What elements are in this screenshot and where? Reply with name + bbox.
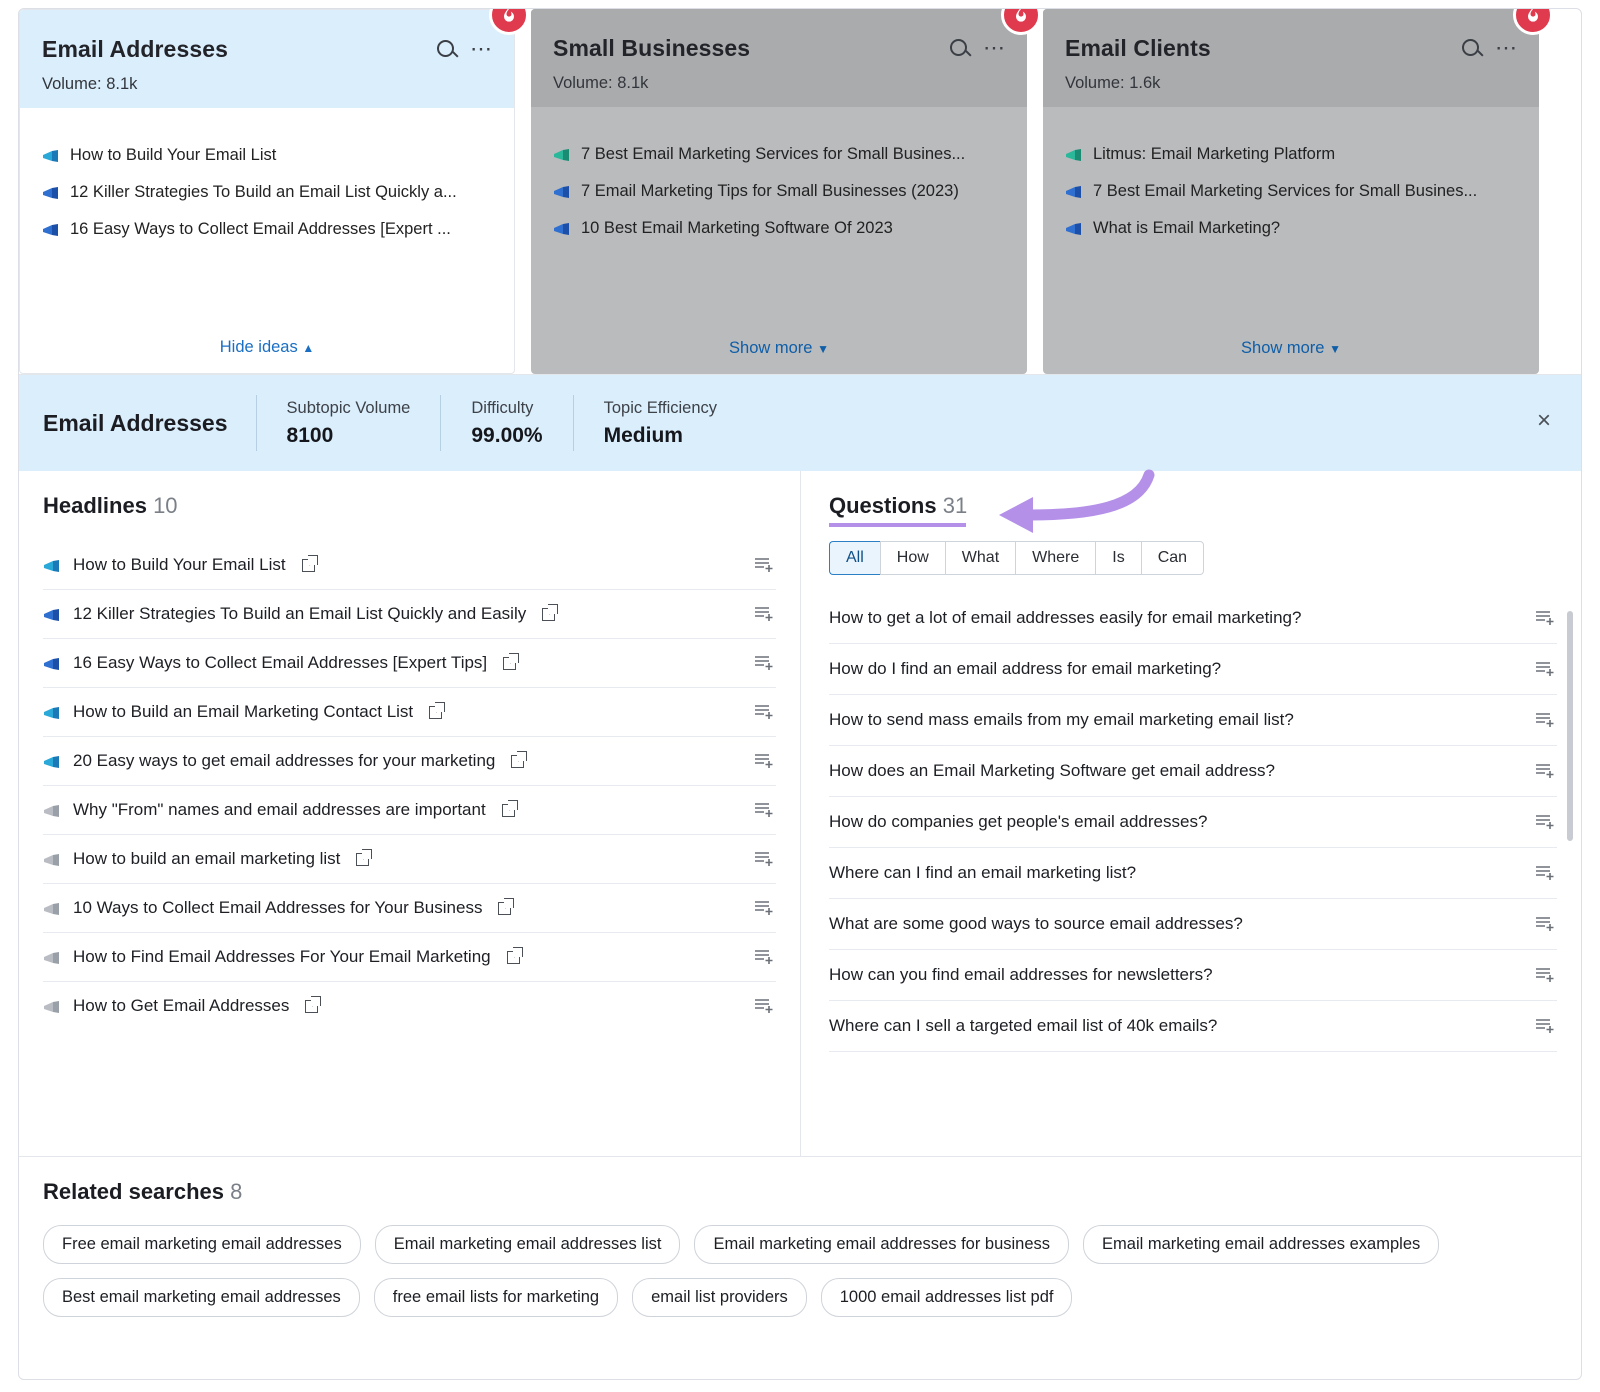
table-row[interactable] — [829, 797, 1557, 848]
metric-label: Subtopic Volume — [286, 398, 411, 417]
list-item[interactable] — [553, 145, 1005, 164]
megaphone-icon — [43, 804, 61, 819]
card-header — [1043, 9, 1539, 107]
table-row[interactable] — [829, 1001, 1557, 1052]
list-item-label: 10 Best Email Marketing Software Of 2023 — [581, 219, 893, 237]
related-search-chip[interactable]: Email marketing email addresses list — [375, 1225, 681, 1264]
table-row[interactable] — [43, 835, 776, 884]
add-to-list-icon[interactable] — [754, 605, 776, 623]
filter-all[interactable]: All — [829, 541, 880, 575]
add-to-list-icon[interactable] — [1535, 864, 1557, 882]
megaphone-icon — [553, 185, 571, 200]
show-more-button[interactable] — [1043, 339, 1539, 374]
card-title: Small Businesses — [553, 35, 751, 61]
related-searches-heading — [43, 1179, 1557, 1205]
related-search-chip[interactable]: Best email marketing email addresses — [43, 1278, 360, 1317]
related-search-chip[interactable]: Email marketing email addresses for business — [694, 1225, 1069, 1264]
question-label: How do I find an email address for email marketing? — [829, 659, 1222, 678]
headline-label: How to Build Your Email List — [73, 555, 286, 574]
list-item[interactable] — [1065, 145, 1517, 164]
add-to-list-icon[interactable] — [754, 703, 776, 721]
metric-value: Medium — [603, 423, 683, 447]
card-ideas-list — [20, 108, 514, 338]
card-ideas-list — [531, 107, 1027, 339]
megaphone-icon — [42, 186, 60, 201]
metric-subtopic-volume — [256, 395, 441, 451]
list-item-label: 7 Best Email Marketing Services for Small Busines... — [1093, 182, 1478, 200]
external-link-icon[interactable] — [503, 657, 516, 670]
question-label: How to get a lot of email addresses easily for email marketing? — [829, 608, 1302, 627]
topic-card-small-businesses[interactable] — [531, 9, 1027, 374]
metric-value: 99.00% — [471, 423, 543, 447]
question-label: How do companies get people's email addresses? — [829, 812, 1208, 831]
external-link-icon[interactable] — [507, 951, 520, 964]
external-link-icon[interactable] — [511, 755, 524, 768]
list-item-label: 7 Best Email Marketing Services for Small Busines... — [581, 145, 966, 163]
related-search-chip[interactable]: Free email marketing email addresses — [43, 1225, 361, 1264]
table-row[interactable] — [43, 884, 776, 933]
page-title: Email Addresses — [43, 409, 228, 436]
show-more-label: Show more — [729, 339, 813, 357]
annotation-arrow — [971, 465, 1171, 535]
questions-scrollbar-thumb[interactable] — [1567, 611, 1573, 841]
questions-heading — [829, 493, 1557, 519]
megaphone-icon — [43, 657, 61, 672]
megaphone-icon — [43, 1000, 61, 1015]
headline-label: How to Build an Email Marketing Contact List — [73, 702, 414, 721]
table-row[interactable] — [43, 737, 776, 786]
related-searches-section — [19, 1156, 1581, 1317]
headline-label: 12 Killer Strategies To Build an Email List Quickly and Easily — [73, 604, 527, 623]
list-item[interactable] — [42, 220, 492, 239]
table-row[interactable] — [43, 982, 776, 1030]
headlines-heading — [43, 493, 776, 519]
list-item-label: Litmus: Email Marketing Platform — [1093, 145, 1336, 163]
table-row[interactable] — [829, 644, 1557, 695]
card-header — [20, 10, 514, 108]
add-to-list-icon[interactable] — [754, 556, 776, 574]
megaphone-icon — [42, 149, 60, 164]
table-row[interactable] — [43, 590, 776, 639]
panel-header — [19, 375, 1581, 471]
table-row[interactable] — [43, 786, 776, 835]
list-item[interactable] — [1065, 219, 1517, 238]
megaphone-icon — [1065, 148, 1083, 163]
megaphone-icon — [43, 755, 61, 770]
related-search-chip[interactable]: 1000 email addresses list pdf — [821, 1278, 1073, 1317]
metric-topic-efficiency — [573, 395, 747, 451]
headline-label: How to Get Email Addresses — [73, 996, 290, 1015]
related-search-chip[interactable]: free email lists for marketing — [374, 1278, 618, 1317]
table-row[interactable] — [43, 688, 776, 737]
list-item[interactable] — [42, 146, 492, 165]
metric-label: Topic Efficiency — [603, 398, 718, 417]
serp-topic-research-page — [18, 8, 1582, 1380]
filter-where[interactable]: Where — [1015, 541, 1095, 575]
headlines-heading-label: Headlines — [43, 493, 147, 518]
add-to-list-icon[interactable] — [754, 752, 776, 770]
more-options-icon[interactable]: ⋯ — [983, 34, 1007, 60]
question-label: What are some good ways to source email addresses? — [829, 914, 1243, 933]
card-actions — [1462, 34, 1519, 60]
table-row[interactable] — [43, 639, 776, 688]
megaphone-icon — [43, 951, 61, 966]
hide-ideas-label: Hide ideas — [219, 338, 298, 356]
list-item-label: How to Build Your Email List — [70, 146, 277, 164]
question-label: How to send mass emails from my email marketing email list? — [829, 710, 1294, 729]
table-row[interactable] — [829, 950, 1557, 1001]
show-more-label: Show more — [1241, 339, 1325, 357]
card-volume: Volume: 8.1k — [553, 74, 649, 92]
more-options-icon[interactable]: ⋯ — [470, 35, 494, 61]
list-item[interactable] — [553, 219, 1005, 238]
related-searches-label: Related searches — [43, 1179, 224, 1204]
metric-label: Difficulty — [471, 398, 534, 417]
list-item-label: 12 Killer Strategies To Build an Email List Quickly a... — [70, 183, 457, 201]
question-label: Where can I find an email marketing list? — [829, 863, 1137, 882]
table-row[interactable] — [43, 933, 776, 982]
filter-can[interactable]: Can — [1141, 541, 1204, 575]
add-to-list-icon[interactable] — [1535, 966, 1557, 984]
headline-label: 20 Easy ways to get email addresses for your marketing — [73, 751, 496, 770]
megaphone-icon — [43, 853, 61, 868]
show-more-button[interactable] — [531, 339, 1027, 374]
topic-cards-row — [19, 9, 1581, 374]
annotation-underline — [829, 523, 966, 527]
filter-is[interactable]: Is — [1095, 541, 1140, 575]
topic-card-email-addresses[interactable] — [19, 9, 515, 374]
headline-label: 10 Ways to Collect Email Addresses for Your Business — [73, 898, 483, 917]
add-to-list-icon[interactable] — [754, 850, 776, 868]
chevron-down-icon: ▼ — [817, 342, 829, 356]
list-item-label: 16 Easy Ways to Collect Email Addresses [Expert ... — [70, 220, 451, 238]
add-to-list-icon[interactable] — [1535, 711, 1557, 729]
megaphone-icon — [1065, 222, 1083, 237]
table-row[interactable] — [829, 593, 1557, 644]
add-to-list-icon[interactable] — [1535, 609, 1557, 627]
headlines-column — [19, 471, 801, 1156]
metric-value: 8100 — [286, 423, 334, 447]
questions-column — [801, 471, 1581, 1156]
search-icon[interactable] — [950, 39, 967, 56]
question-label: How does an Email Marketing Software get email address? — [829, 761, 1275, 780]
card-actions — [437, 35, 494, 61]
external-link-icon[interactable] — [305, 1000, 318, 1013]
add-to-list-icon[interactable] — [1535, 762, 1557, 780]
question-label: Where can I sell a targeted email list of 40k emails? — [829, 1016, 1218, 1035]
headline-label: How to Find Email Addresses For Your Email Marketing — [73, 947, 491, 966]
add-to-list-icon[interactable] — [1535, 660, 1557, 678]
card-actions — [950, 34, 1007, 60]
question-label: How can you find email addresses for newsletters? — [829, 965, 1213, 984]
table-row[interactable] — [829, 848, 1557, 899]
megaphone-icon — [553, 222, 571, 237]
list-item[interactable] — [1065, 182, 1517, 201]
add-to-list-icon[interactable] — [1535, 915, 1557, 933]
related-searches-count: 8 — [230, 1179, 243, 1204]
headline-label: 16 Easy Ways to Collect Email Addresses [Expert Tips] — [73, 653, 488, 672]
add-to-list-icon[interactable] — [1535, 1017, 1557, 1035]
external-link-icon[interactable] — [502, 804, 515, 817]
question-filter-group — [829, 541, 1557, 575]
external-link-icon[interactable] — [542, 608, 555, 621]
add-to-list-icon[interactable] — [754, 654, 776, 672]
subtopic-detail-panel — [19, 374, 1581, 1156]
list-item-label: 7 Email Marketing Tips for Small Businesses (2023) — [581, 182, 959, 200]
megaphone-icon — [43, 608, 61, 623]
table-row[interactable] — [829, 695, 1557, 746]
close-icon[interactable]: × — [1536, 407, 1551, 434]
table-row[interactable] — [829, 899, 1557, 950]
table-row[interactable] — [829, 746, 1557, 797]
search-icon[interactable] — [437, 40, 454, 57]
related-search-chip[interactable]: Email marketing email addresses examples — [1083, 1225, 1439, 1264]
list-item[interactable] — [553, 182, 1005, 201]
add-to-list-icon[interactable] — [754, 899, 776, 917]
megaphone-icon — [1065, 185, 1083, 200]
headline-label: Why "From" names and email addresses are important — [73, 800, 486, 819]
megaphone-icon — [43, 902, 61, 917]
add-to-list-icon[interactable] — [754, 997, 776, 1015]
related-search-chip[interactable]: email list providers — [632, 1278, 807, 1317]
headline-label: How to build an email marketing list — [73, 849, 341, 868]
card-volume: Volume: 8.1k — [42, 75, 138, 93]
questions-count: 31 — [942, 493, 968, 518]
megaphone-icon — [43, 706, 61, 721]
filter-how[interactable]: How — [880, 541, 945, 575]
add-to-list-icon[interactable] — [754, 948, 776, 966]
panel-columns — [19, 471, 1581, 1156]
list-item-label: What is Email Marketing? — [1093, 219, 1281, 237]
hide-ideas-button[interactable] — [20, 338, 514, 373]
related-searches-chips — [43, 1225, 1557, 1317]
search-icon[interactable] — [1462, 39, 1479, 56]
list-item[interactable] — [42, 183, 492, 202]
external-link-icon[interactable] — [498, 902, 511, 915]
chevron-down-icon: ▼ — [1329, 342, 1341, 356]
megaphone-icon — [553, 148, 571, 163]
megaphone-icon — [43, 559, 61, 574]
add-to-list-icon[interactable] — [1535, 813, 1557, 831]
card-title: Email Addresses — [42, 36, 229, 62]
headlines-count: 10 — [153, 493, 178, 518]
card-header — [531, 9, 1027, 107]
add-to-list-icon[interactable] — [754, 801, 776, 819]
external-link-icon[interactable] — [302, 559, 315, 572]
card-volume: Volume: 1.6k — [1065, 74, 1161, 92]
filter-what[interactable]: What — [945, 541, 1015, 575]
topic-card-email-clients[interactable] — [1043, 9, 1539, 374]
card-title: Email Clients — [1065, 35, 1211, 61]
questions-heading-label: Questions — [829, 493, 937, 518]
table-row[interactable] — [43, 541, 776, 590]
metric-difficulty — [440, 395, 572, 451]
megaphone-icon — [42, 223, 60, 238]
chevron-up-icon: ▲ — [302, 341, 315, 355]
external-link-icon[interactable] — [356, 853, 369, 866]
more-options-icon[interactable]: ⋯ — [1495, 34, 1519, 60]
external-link-icon[interactable] — [429, 706, 442, 719]
card-ideas-list — [1043, 107, 1539, 339]
